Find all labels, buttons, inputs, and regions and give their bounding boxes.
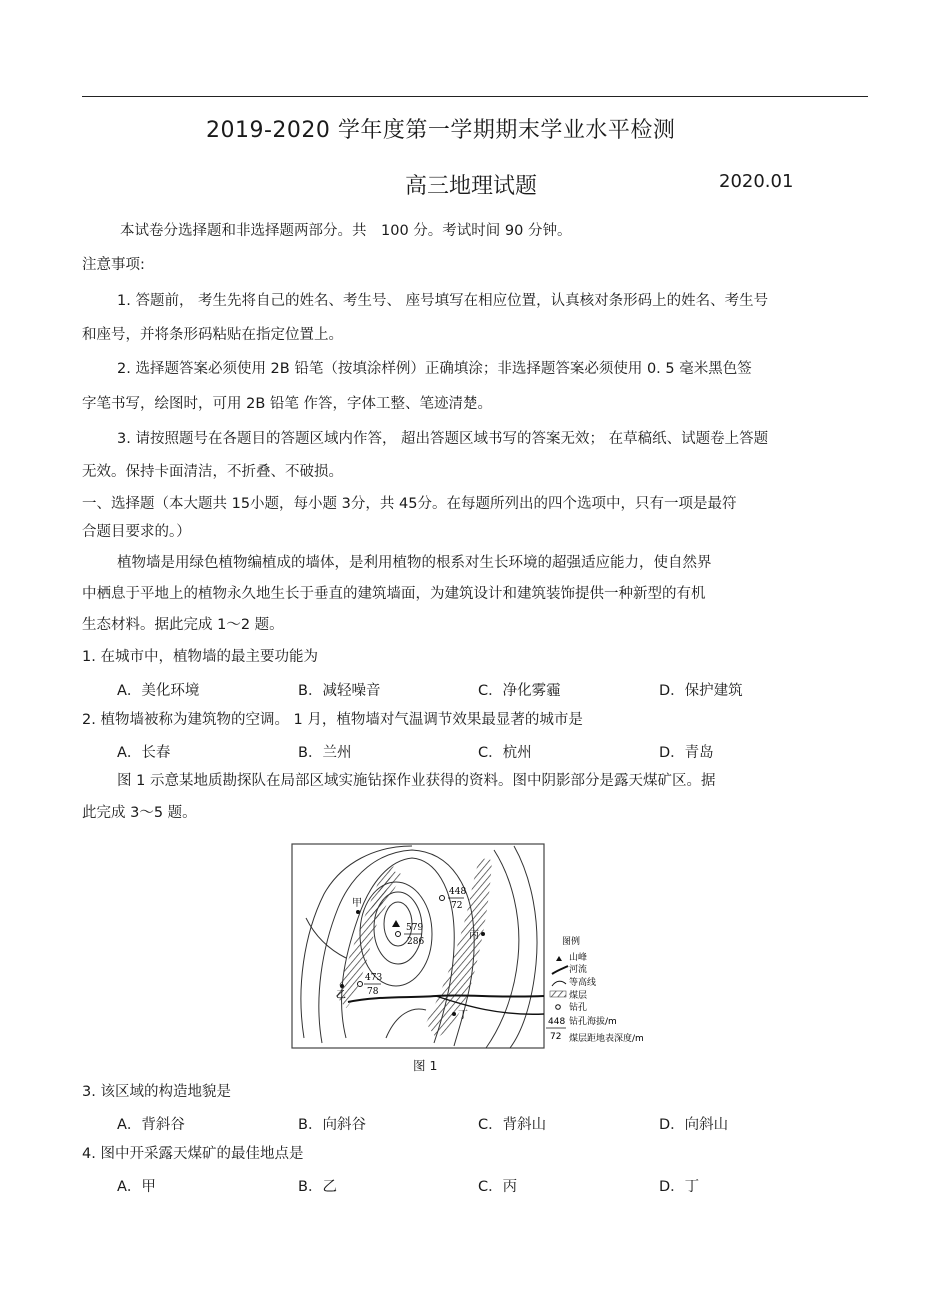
contour-lines (301, 846, 537, 1048)
question-1-option-b: B．减轻噪音 (298, 683, 381, 699)
legend-sample-bottom: 72 (550, 1032, 562, 1042)
peak-marker (392, 920, 400, 927)
legend-elevation: 钻孔海拔/m (569, 1017, 617, 1027)
figure-1 (286, 838, 662, 1056)
notice-1-line2: 和座号，并将条形码粘贴在指定位置上。 (82, 327, 343, 343)
question-1-option-d: D．保护建筑 (659, 683, 743, 699)
legend-peak: 山峰 (569, 953, 588, 963)
point-bing-dot (481, 932, 485, 936)
point-ding-dot (452, 1012, 456, 1016)
point-jia-dot (356, 910, 360, 914)
question-3-option-b: B．向斜谷 (298, 1117, 366, 1133)
legend-drill: 钻孔 (569, 1003, 588, 1013)
borehole-2-top: 579 (406, 923, 424, 933)
borehole-1 (440, 896, 445, 901)
legend-contour-icon (552, 981, 566, 986)
question-1-option-a: A．美化环境 (117, 683, 200, 699)
point-jia-label: 甲 (352, 898, 362, 909)
borehole-3-top: 473 (365, 973, 383, 983)
question-2-option-c: C．杭州 (478, 745, 532, 761)
notice-2-line1: 2. 选择题答案必须使用 2B 铅笔（按填涂样例）正确填涂；非选择题答案必须使用 0. 5 毫米黑色签 (117, 361, 752, 377)
notice-title: 注意事项: (82, 257, 145, 273)
point-yi-dot (340, 984, 344, 988)
borehole-1-bottom: 72 (451, 901, 463, 911)
question-3-option-c: C．背斜山 (478, 1117, 547, 1133)
question-2-option-b: B．兰州 (298, 745, 352, 761)
borehole-3-bottom: 78 (367, 987, 379, 997)
question-4-option-b: B．乙 (298, 1179, 337, 1195)
point-bing-label: 丙 (469, 930, 479, 941)
question-2-option-a: A．长春 (117, 745, 171, 761)
section-heading-line1: 一、选择题（本大题共 15小题，每小题 3分，共 45分。在每题所列出的四个选项中，只有一项是最符 (82, 496, 737, 512)
legend-sample-top: 448 (548, 1017, 566, 1027)
legend-title: 图例 (562, 937, 581, 947)
legend-drill-icon (556, 1005, 561, 1010)
notice-2-line2: 字笔书写，绘图时，可用 2B 铅笔 作答，字体工整、笔迹清楚。 (82, 396, 492, 412)
legend-contour: 等高线 (569, 978, 597, 988)
exam-date: 2020.01 (719, 171, 794, 192)
borehole-2-bottom: 286 (407, 937, 425, 947)
legend-peak-icon (556, 956, 562, 961)
top-rule (82, 96, 868, 97)
question-1-option-c: C．净化雾霾 (478, 683, 561, 699)
question-4-option-a: A．甲 (117, 1179, 156, 1195)
point-ding-label: 丁 (458, 1010, 468, 1021)
passage1-line3: 生态材料。据此完成 1～2 题。 (82, 617, 284, 633)
question-4-option-c: C．丙 (478, 1179, 518, 1195)
exam-subtitle: 高三地理试题 (405, 174, 538, 199)
question-1-stem: 1. 在城市中，植物墙的最主要功能为 (82, 649, 318, 665)
question-2-stem: 2. 植物墙被称为建筑物的空调。 1 月，植物墙对气温调节效果最显著的城市是 (82, 712, 583, 728)
legend-river: 河流 (569, 965, 588, 975)
passage1-line2: 中栖息于平地上的植物永久地生长于垂直的建筑墙面，为建筑设计和建筑装饰提供一种新型的有机 (82, 586, 706, 602)
borehole-3 (358, 982, 363, 987)
question-3-option-d: D．向斜山 (659, 1117, 729, 1133)
borehole-2 (396, 932, 401, 937)
notice-3-line2: 无效。保持卡面清洁，不折叠、不破损。 (82, 464, 343, 480)
legend-coal-icon (550, 991, 566, 997)
passage1-line1: 植物墙是用绿色植物编植成的墙体，是利用植物的根系对生长环境的超强适应能力，使自然界 (117, 555, 712, 571)
geology-map (286, 838, 662, 1056)
question-3-stem: 3. 该区域的构造地貌是 (82, 1084, 231, 1100)
borehole-1-top: 448 (449, 887, 467, 897)
exam-title: 2019-2020 学年度第一学期期末学业水平检测 (206, 118, 676, 143)
legend-coal: 煤层 (569, 991, 588, 1001)
legend-river-icon (552, 966, 568, 974)
question-4-option-d: D．丁 (659, 1179, 700, 1195)
section-heading-line2: 合题目要求的。） (82, 524, 191, 540)
point-yi-label: 乙 (336, 990, 346, 1001)
question-4-stem: 4. 图中开采露天煤矿的最佳地点是 (82, 1146, 304, 1162)
question-2-option-d: D．青岛 (659, 745, 714, 761)
legend-depth: 煤层距地表深度/m (569, 1034, 644, 1044)
notice-1-line1: 1. 答题前， 考生先将自己的姓名、考生号、 座号填写在相应位置，认真核对条形码上的姓名、考生号 (117, 293, 769, 309)
notice-3-line1: 3. 请按照题号在各题目的答题区域内作答， 超出答题区域书写的答案无效； 在草稿纸、试题卷上答题 (117, 431, 769, 447)
map-legend (546, 935, 644, 1044)
passage2-line1: 图 1 示意某地质勘探队在局部区域实施钻探作业获得的资料。图中阴影部分是露天煤矿区。据 (117, 773, 716, 789)
question-3-option-a: A．背斜谷 (117, 1117, 185, 1133)
figure-caption: 图 1 (413, 1058, 438, 1073)
passage2-line2: 此完成 3～5 题。 (82, 805, 197, 821)
intro-text: 本试卷分选择题和非选择题两部分。共 100 分。考试时间 90 分钟。 (120, 223, 572, 239)
